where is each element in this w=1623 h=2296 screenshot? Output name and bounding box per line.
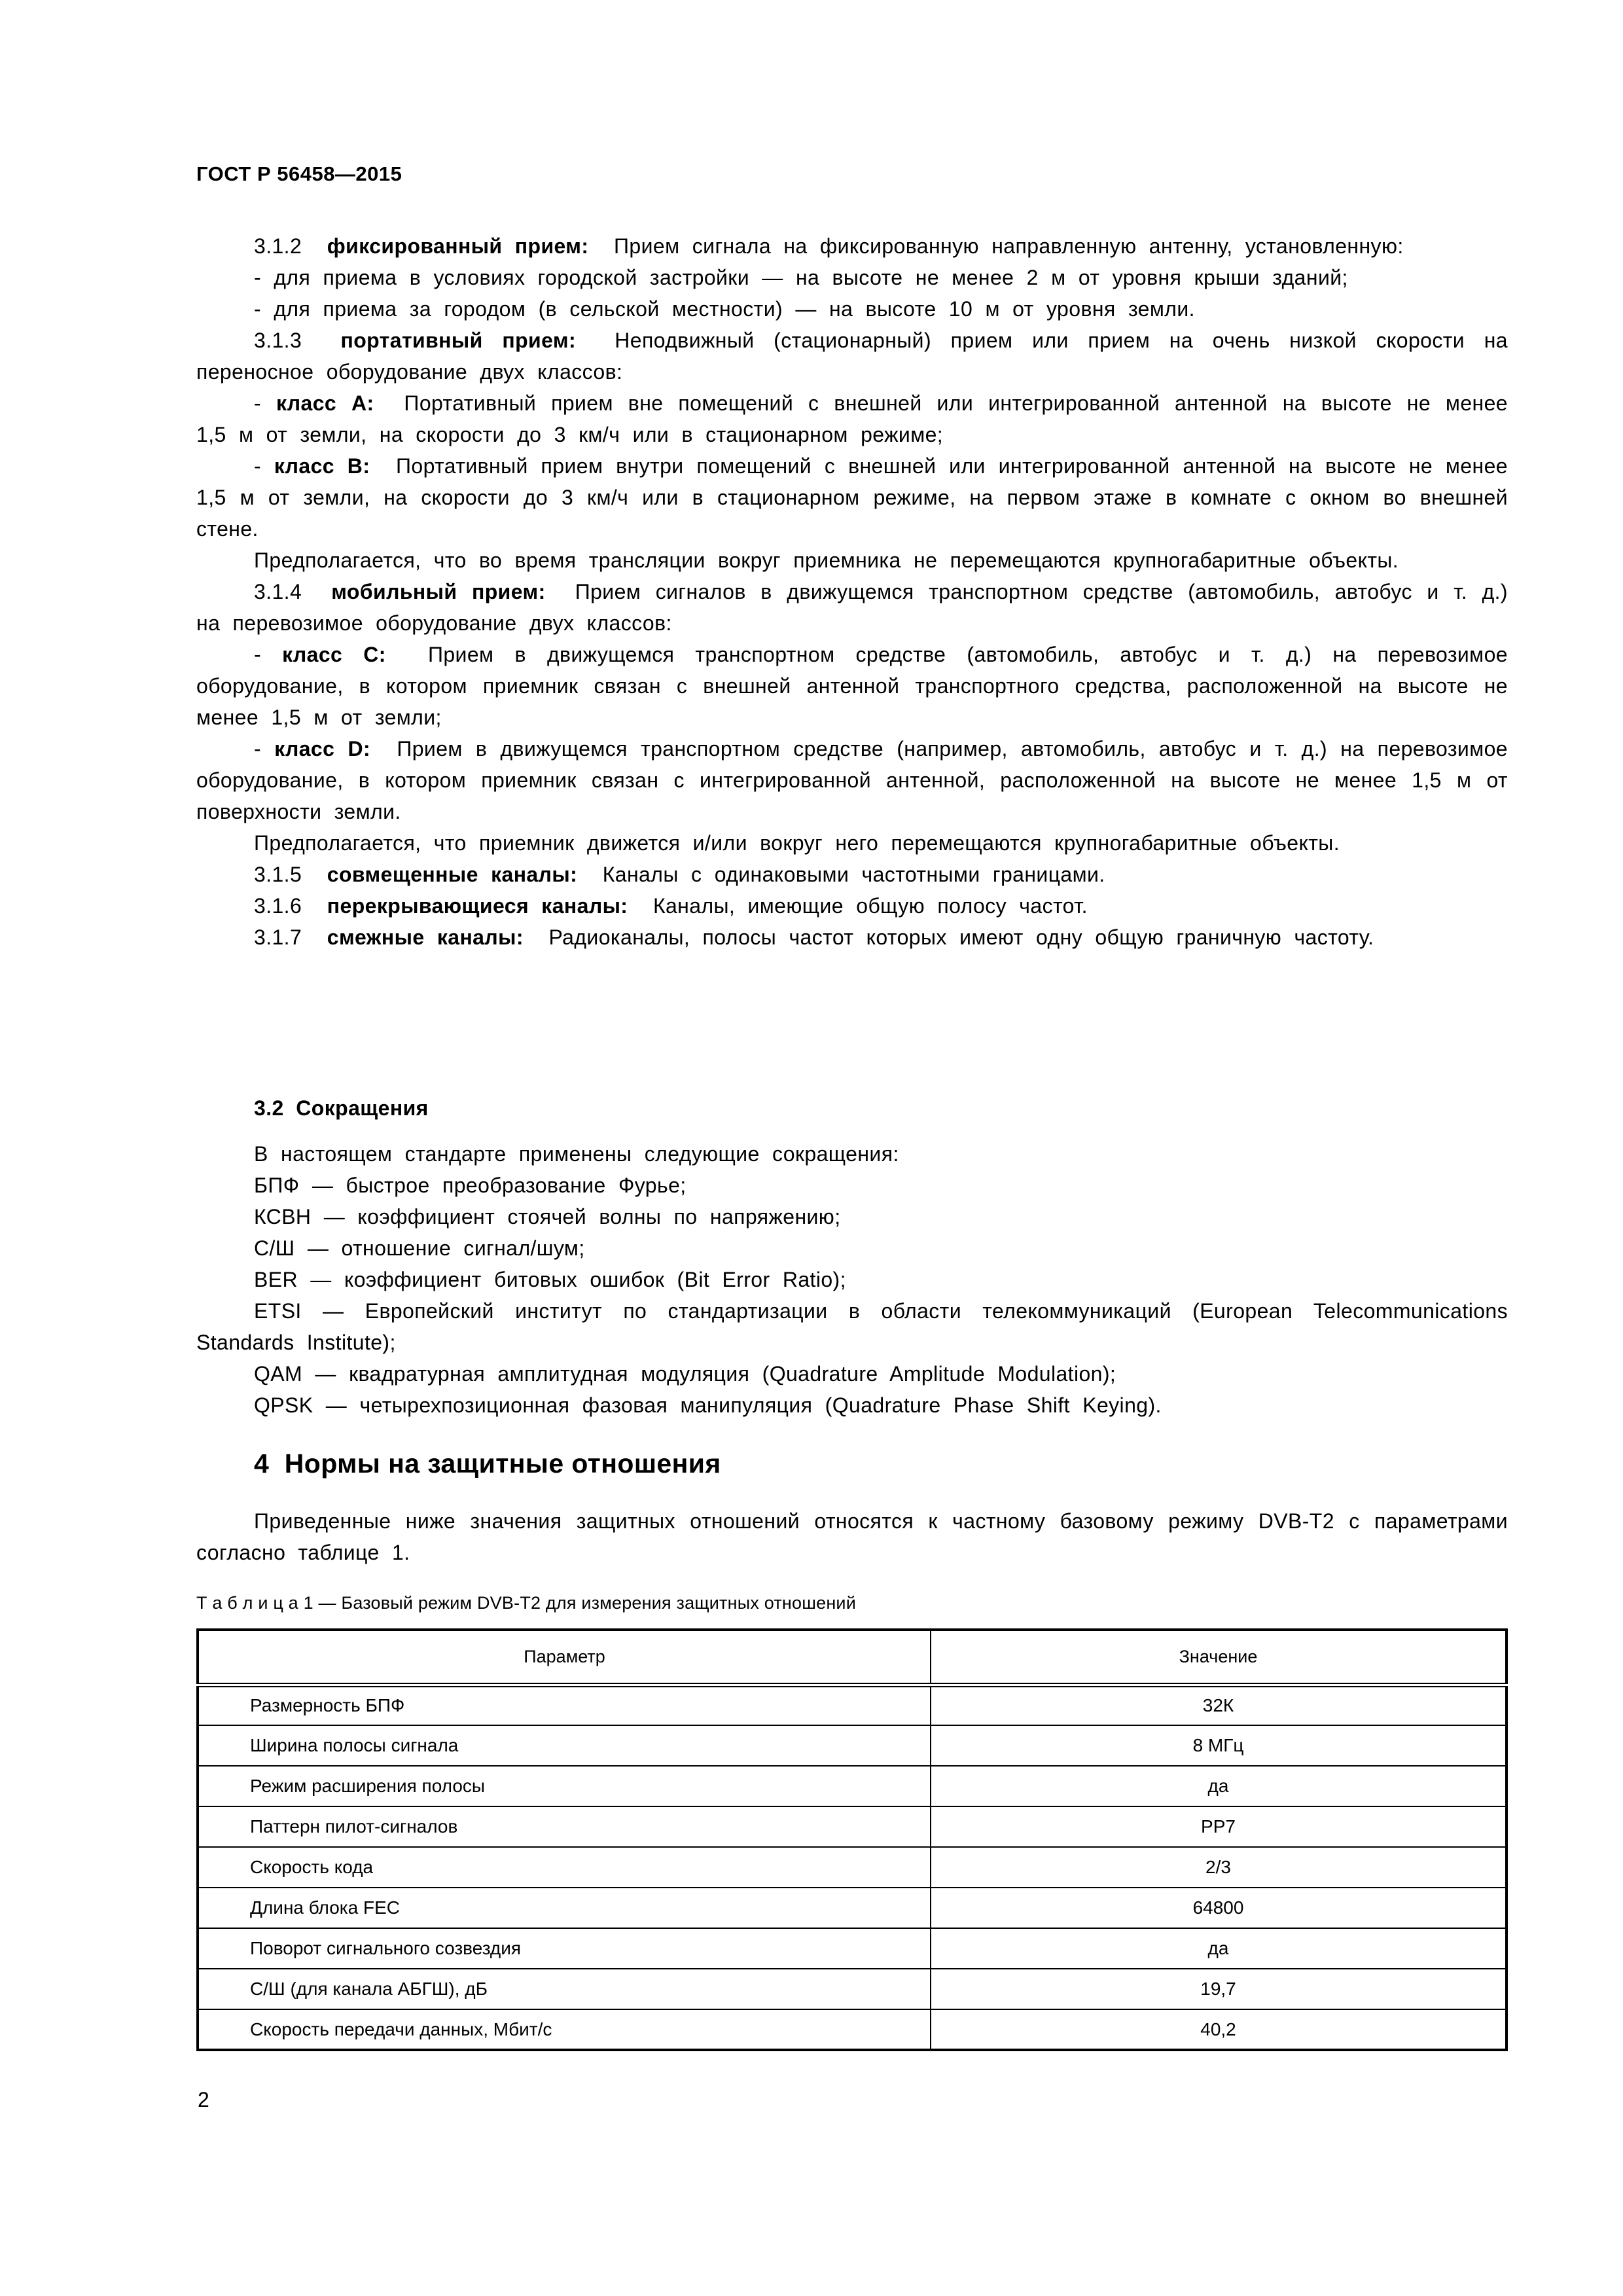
body-text: Прием в движущемся транспортном средстве (автомобиль, автобус и т. д.) на перевозимое оборудование, в котором приемник связан с внешней антенной транспортного средства, расположенной на высоте не менее 1,5 м от земли;	[196, 643, 1508, 729]
paragraph	[196, 1295, 1508, 1358]
parameter-cell: Размерность БПФ	[198, 1685, 931, 1725]
value-cell: 8 МГц	[931, 1725, 1507, 1766]
parameters-table	[196, 1628, 1508, 2051]
body-text: 3.1.5	[254, 863, 327, 886]
paragraph	[196, 1201, 1508, 1232]
body-text: -	[254, 643, 283, 666]
paragraph	[196, 1138, 1508, 1170]
value-cell: да	[931, 1928, 1507, 1969]
paragraph	[196, 639, 1508, 733]
value-cell: 19,7	[931, 1969, 1507, 2009]
body-text: - для приема в условиях городской застройки — на высоте не менее 2 м от уровня крыши зданий;	[254, 266, 1348, 289]
body-text: Портативный прием вне помещений с внешней или интегрированной антенной на высоте не менее 1,5 м от земли, на скорости до 3 км/ч или в стационарном режиме;	[196, 391, 1508, 446]
paragraph	[196, 890, 1508, 922]
parameter-cell: Скорость передачи данных, Мбит/с	[250, 2018, 552, 2039]
body-text: Прием сигнала на фиксированную направленную антенну, установленную:	[588, 234, 1404, 258]
column-header-parameter: Параметр	[198, 1630, 931, 1685]
paragraph	[196, 827, 1508, 859]
paragraph	[196, 230, 1508, 262]
table-row	[198, 1888, 1507, 1928]
body-text: QPSK — четырехпозиционная фазовая манипуляция (Quadrature Phase Shift Keying).	[254, 1393, 1162, 1417]
value-cell: PP7	[931, 1806, 1507, 1847]
term-bold-text: класс А:	[276, 391, 374, 415]
paragraph	[196, 1170, 1508, 1201]
value-cell: да	[931, 1766, 1507, 1806]
paragraph	[196, 733, 1508, 827]
parameter-cell: Ширина полосы сигнала	[198, 1725, 931, 1766]
body-text: - для приема за городом (в сельской местности) — на высоте 10 м от уровня земли.	[254, 297, 1195, 321]
paragraph	[196, 859, 1508, 890]
body-text: ETSI — Европейский институт по стандартизации в области телекоммуникаций (European Telecommunications Standards Institute);	[196, 1299, 1508, 1354]
paragraph	[196, 545, 1508, 576]
body-text: BER — коэффициент битовых ошибок (Bit Error Ratio);	[254, 1268, 846, 1291]
value-cell: 64800	[931, 1888, 1507, 1928]
abbreviations-list	[196, 1138, 1508, 1421]
section-heading: 4 Нормы на защитные отношения	[254, 1448, 721, 1479]
paragraph	[196, 576, 1508, 639]
body-text: КСВН — коэффициент стоячей волны по напряжению;	[254, 1205, 841, 1229]
body-text: Неподвижный (стационарный) прием или прием на очень низкой скорости на переносное оборудование двух классов:	[196, 329, 1508, 384]
body-text: БПФ — быстрое преобразование Фурье;	[254, 1174, 687, 1197]
body-text: Каналы, имеющие общую полосу частот.	[628, 894, 1088, 918]
body-text: Предполагается, что приемник движется и/или вокруг него перемещаются крупногабаритные объекты.	[254, 831, 1340, 855]
table-row	[198, 1969, 1507, 2009]
paragraph	[196, 450, 1508, 545]
parameter-cell: Паттерн пилот-сигналов	[198, 1806, 931, 1847]
body-text: Каналы с одинаковыми частотными границами.	[577, 863, 1105, 886]
body-text: QAM — квадратурная амплитудная модуляция (Quadrature Amplitude Modulation);	[254, 1362, 1116, 1386]
table-row	[198, 1725, 1507, 1766]
abbreviations-section	[196, 1092, 1508, 1421]
term-bold-text: перекрывающиеся каналы:	[327, 894, 628, 918]
term-bold-text: смежные каналы:	[327, 925, 524, 949]
value-cell: 40,2	[931, 2009, 1507, 2050]
paragraph	[196, 325, 1508, 387]
terms-section	[196, 230, 1508, 953]
paragraph	[196, 387, 1508, 450]
body-text: Радиоканалы, полосы частот которых имеют одну общую граничную частоту.	[523, 925, 1374, 949]
paragraph	[196, 922, 1508, 953]
body-text: В настоящем стандарте применены следующие сокращения:	[254, 1142, 899, 1166]
parameter-cell: С/Ш (для канала АБГШ), дБ	[198, 1969, 931, 2009]
term-bold-text: портативный прием:	[340, 329, 576, 352]
column-header-value: Значение	[931, 1630, 1507, 1685]
term-bold-text: мобильный прием:	[331, 580, 546, 603]
paragraph	[196, 262, 1508, 293]
term-bold-text: фиксированный прием:	[327, 234, 589, 258]
body-text: Прием сигналов в движущемся транспортном средстве (автомобиль, автобус и т. д.) на перевозимое оборудование двух классов:	[196, 580, 1508, 635]
page-number: 2	[198, 2088, 209, 2111]
parameter-cell: Скорость кода	[198, 1847, 931, 1888]
value-cell: 32К	[931, 1685, 1507, 1725]
body-text: Портативный прием внутри помещений с внешней или интегрированной антенной на высоте не менее 1,5 м от земли, на скорости до 3 км/ч или в стационарном режиме, на первом этаже в комнате с окном во внешней стене.	[196, 454, 1508, 541]
body-text: Прием в движущемся транспортном средстве (например, автомобиль, автобус и т. д.) на перевозимое оборудование, в котором приемник связан с интегрированной антенной, расположенной на высоте не менее 1,5 м от поверхности земли.	[196, 737, 1508, 823]
body-text: -	[254, 737, 275, 761]
term-bold-text: класс В:	[274, 454, 370, 478]
body-text: Предполагается, что во время трансляции вокруг приемника не перемещаются крупногабаритные объекты.	[254, 548, 1399, 572]
body-text: -	[254, 454, 274, 478]
value-cell: 2/3	[931, 1847, 1507, 1888]
table-caption: Т а б л и ц а 1 — Базовый режим DVB-T2 для измерения защитных отношений	[196, 1593, 856, 1613]
paragraph	[196, 293, 1508, 325]
paragraph	[196, 1390, 1508, 1421]
body-text: -	[254, 391, 276, 415]
table-row	[198, 1928, 1507, 1969]
paragraph	[196, 1264, 1508, 1295]
subsection-heading: 3.2 Сокращения	[254, 1096, 429, 1120]
table-row	[198, 2009, 1507, 2050]
parameter-cell: Длина блока FEC	[198, 1888, 931, 1928]
table-row	[198, 1766, 1507, 1806]
parameter-cell: Поворот сигнального созвездия	[198, 1928, 931, 1969]
table-header-row	[198, 1630, 1507, 1685]
section-intro-paragraph: Приведенные ниже значения защитных отношений относятся к частному базовому режиму DVB-T2 с параметрами согласно таблице 1.	[196, 1509, 1508, 1564]
body-text: 3.1.3	[254, 329, 341, 352]
table-row	[198, 1806, 1507, 1847]
term-bold-text: класс D:	[274, 737, 371, 761]
paragraph	[196, 1232, 1508, 1264]
table-row	[198, 1847, 1507, 1888]
body-text: 3.1.7	[254, 925, 327, 949]
term-bold-text: класс С:	[282, 643, 386, 666]
parameter-cell: Режим расширения полосы	[198, 1766, 931, 1806]
table-body	[198, 1685, 1507, 2050]
body-text: С/Ш — отношение сигнал/шум;	[254, 1236, 585, 1260]
body-text: 3.1.2	[254, 234, 327, 258]
term-bold-text: совмещенные каналы:	[327, 863, 578, 886]
body-text: 3.1.4	[254, 580, 332, 603]
paragraph	[196, 1358, 1508, 1390]
page-header: ГОСТ Р 56458—2015	[196, 162, 402, 185]
body-text: 3.1.6	[254, 894, 327, 918]
table-row	[198, 1685, 1507, 1725]
